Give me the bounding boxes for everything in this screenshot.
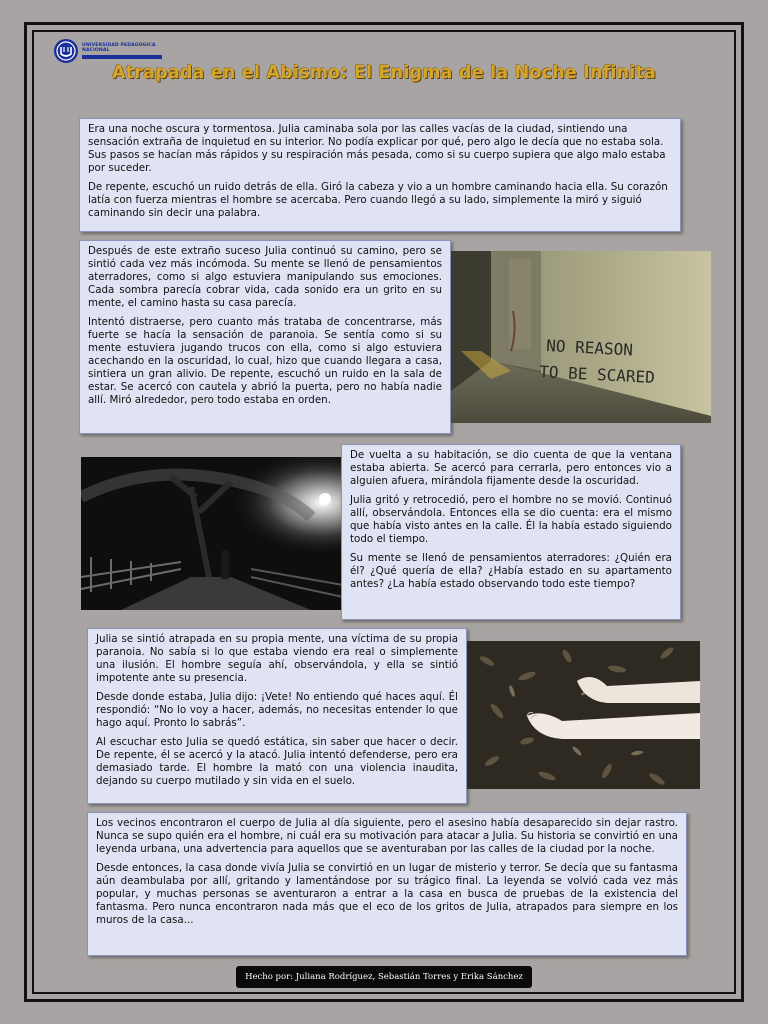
story-paragraph: Julia gritó y retrocedió, pero el hombre no se movió. Continuó allí, observándola. Entonces ella se dio cuenta: era el mismo que había visto antes en la calle. Él la había estado siguiendo todo el tiempo. xyxy=(350,494,672,545)
story-paragraph: Era una noche oscura y tormentosa. Julia caminaba sola por las calles vacías de la ciudad, sintiendo una sensación extraña de inquietud en su interior. No podía explicar por qué, pero algo le decía que no estaba sola. Sus pasos se hacían más rápidos y su respiración más pesada, como si su cuerpo supiera que algo malo estaba por suceder. xyxy=(88,123,666,174)
story-box-1 xyxy=(79,118,681,232)
graffiti-text-2: TO BE SCARED xyxy=(538,362,656,388)
story-box-4 xyxy=(87,628,467,804)
story-box-3 xyxy=(341,444,681,620)
logo-bar xyxy=(82,55,162,59)
night-path-image xyxy=(81,457,343,610)
university-logo xyxy=(53,38,162,64)
credits-footer: Hecho por: Juliana Rodríguez, Sebastián Torres y Erika Sánchez xyxy=(236,966,532,988)
story-paragraph: Después de este extraño suceso Julia continuó su camino, pero se sintió cada vez más incómoda. Su mente se llenó de pensamientos aterradores, como si algo estuviera manipulando sus emociones. Cada sombra parecía cobrar vida, cada sonido era un grito en su mente, el camino hasta su casa parecía. xyxy=(88,245,442,309)
university-seal-icon xyxy=(53,38,79,64)
story-paragraph: Al escuchar esto Julia se quedó estática, sin saber que hacer o decir. De repente, él se acercó y la atacó. Julia intentó defenderse, pero era demasiado tarde. El hombre la mató con una violencia inaudita, dejando su cuerpo mutilado y sin vida en el suelo. xyxy=(96,736,458,787)
story-paragraph: De repente, escuchó un ruido detrás de ella. Giró la cabeza y vio a un hombre caminando hacia ella. Su corazón latía con fuerza mientras el hombre se acercaba. Pero cuando llegó a su lado, simplemente la miró y siguió caminando sin decir una palabra. xyxy=(88,181,668,219)
story-paragraph: De vuelta a su habitación, se dio cuenta de que la ventana estaba abierta. Se acercó para cerrarla, pero entonces vio a alguien afuera, mirándola fijamente desde la oscuridad. xyxy=(350,449,672,487)
graffiti-text-1: NO REASON xyxy=(545,336,634,360)
story-paragraph: Desde donde estaba, Julia dijo: ¡Vete! No entiendo qué haces aquí. Él respondió: “No lo voy a hacer, además, no necesitas entender lo que hago aquí. Pronto lo sabrás”. xyxy=(96,691,458,729)
story-box-2 xyxy=(79,240,451,434)
story-paragraph: Los vecinos encontraron el cuerpo de Julia al día siguiente, pero el asesino había desaparecido sin dejar rastro. Nunca se supo quién era el hombre, ni cuál era su motivación para atacar a Julia. Su historia se convirtió en una leyenda urbana, una advertencia para aquellos que se aventuraban por las calles de la ciudad por la noche. xyxy=(96,817,678,855)
story-paragraph: Su mente se llenó de pensamientos aterradores: ¿Quién era él? ¿Qué quería de ella? ¿Había estado en su apartamento antes? ¿La había estado observando todo este tiempo? xyxy=(350,552,672,590)
logo-line-2: NACIONAL xyxy=(82,48,110,53)
page-title: Atrapada en el Abismo: El Enigma de la Noche Infinita xyxy=(111,63,657,83)
logo-line-1: UNIVERSIDAD PEDAGÓGICA xyxy=(82,42,156,48)
graffiti-room-image xyxy=(451,251,711,423)
story-paragraph: Julia se sintió atrapada en su propia mente, una víctima de su propia paranoia. No sabía si lo que estaba viendo era real o simplemente una ilusión. El hombre seguía ahí, observándola, y ella se sintió impotente ante su presencia. xyxy=(96,633,458,684)
story-box-5 xyxy=(87,812,687,956)
feet-on-leaves-image xyxy=(467,641,700,789)
story-paragraph: Desde entonces, la casa donde vivía Julia se convirtió en un lugar de misterio y terror. Se decía que su fantasma aún deambulaba por allí, gritando y lamentándose por su trágico final. La leyenda se volvió cada vez más popular, y muchas personas se aventuraron a entrar a la casa en busca de pruebas de la existencia del fantasma. Pero nunca encontraron nada más que el eco de los gritos de Julia, atrapados para siempre en los muros de la casa... xyxy=(96,862,678,926)
story-paragraph: Intentó distraerse, pero cuanto más trataba de concentrarse, más fuerte se hacía la sensación de paranoia. Se sentía como si su mente estuviera jugando trucos con ella, como si algo estuviera acechando en la oscuridad, lo cual, hizo que cuando llegara a casa, sintiera un gran alivio. De repente, escuchó un ruido en la sala de estar. Se acercó con cautela y abrió la puerta, pero no había nadie allí. Miró alrededor, pero todo estaba en orden. xyxy=(88,316,442,406)
